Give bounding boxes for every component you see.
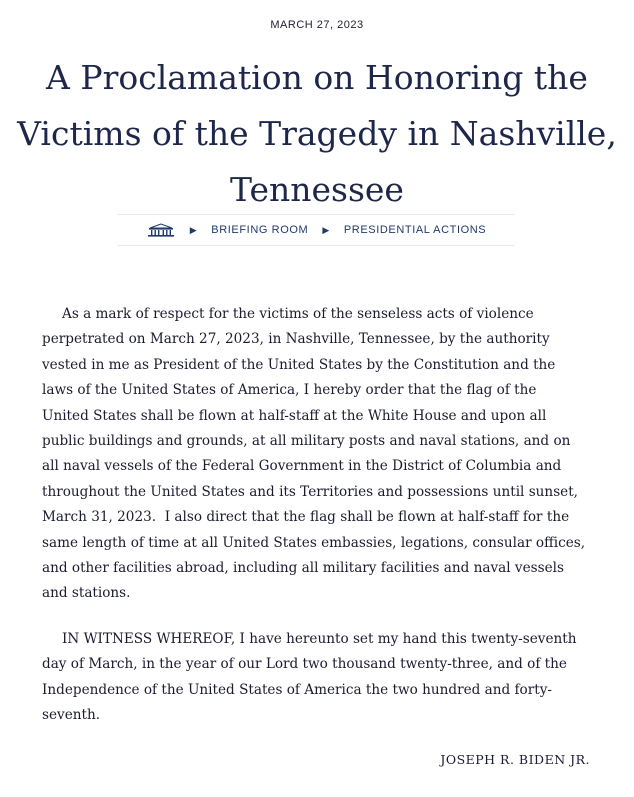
text-line: seventh. — [42, 707, 101, 724]
text-line: March 31, 2023. I also direct that the flag shall be flown at half-staff for the — [42, 509, 570, 526]
chevron-right-icon: ▶ — [189, 224, 198, 235]
text-line: all naval vessels of the Federal Government in the District of Columbia and — [42, 458, 562, 475]
breadcrumb — [118, 214, 514, 246]
chevron-right-icon: ▶ — [322, 224, 330, 235]
proclamation-body — [42, 302, 602, 729]
text-line: vested in me as President of the United States by the Constitution and the — [42, 356, 556, 373]
text-line: United States shall be flown at half-staff at the White House and upon all — [42, 407, 547, 424]
breadcrumb-briefing-room[interactable]: BRIEFING ROOM — [211, 224, 309, 236]
text-line: throughout the United States and its Territories and possessions until sunset, — [42, 483, 578, 500]
text-line: day of March, in the year of our Lord two thousand twenty-three, and of the — [42, 656, 567, 673]
proclamation-paragraph — [42, 302, 602, 607]
text-line: Independence of the United States of America the two hundred and forty- — [42, 681, 552, 698]
text-line: perpetrated on March 27, 2023, in Nashville, Tennessee, by the authority — [42, 331, 550, 348]
text-line: laws of the United States of America, I hereby order that the flag of the — [42, 382, 537, 399]
text-line: same length of time at all United States embassies, legations, consular offices, — [42, 534, 586, 551]
signature: JOSEPH R. BIDEN JR. — [440, 752, 590, 767]
text-line: IN WITNESS WHEREOF, I have hereunto set my hand this twenty-seventh — [62, 630, 577, 647]
breadcrumb-presidential-actions[interactable]: PRESIDENTIAL ACTIONS — [343, 224, 487, 236]
text-line: As a mark of respect for the victims of the senseless acts of violence — [62, 306, 534, 322]
witness-paragraph — [42, 627, 602, 729]
text-line: public buildings and grounds, at all military posts and naval stations, and on — [42, 433, 571, 450]
text-line: and stations. — [42, 585, 131, 602]
page-title: A Proclamation on Honoring the Victims of the Tragedy in Nashville, Tennessee — [17, 58, 617, 209]
publish-date: MARCH 27, 2023 — [270, 19, 364, 31]
text-line: and other facilities abroad, including all military facilities and naval vessels — [42, 560, 564, 577]
white-house-icon[interactable] — [146, 223, 176, 237]
